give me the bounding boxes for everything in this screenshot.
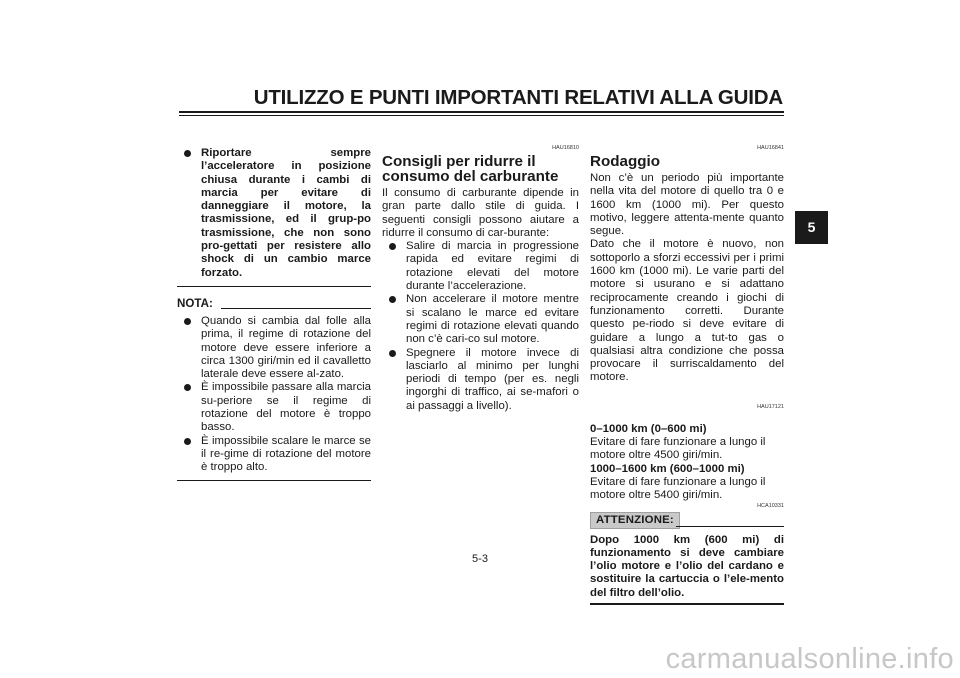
nota-list bbox=[177, 315, 371, 475]
paragraph: Dato che il motore è nuovo, non sottoporlo a sforzi eccessivi per i primi 1600 km (1000 mi). Le varie parti del motore si usurano e si adattano reciprocamente creando i giochi di funzionamento corretti. Durante questo pe-riodo si deve evitare di guidare a lungo a tut-to gas o qualsiasi altra condizione che possa provocare il surriscaldamento del motore. bbox=[590, 238, 784, 384]
bullet-icon bbox=[184, 384, 191, 391]
bullet-icon bbox=[389, 296, 396, 303]
bullet-icon bbox=[389, 243, 396, 250]
chapter-tab: 5 bbox=[795, 211, 828, 244]
column-1 bbox=[177, 147, 371, 481]
watermark: carmanualsonline.info bbox=[665, 643, 954, 675]
reference-code: HAU17121 bbox=[757, 403, 784, 410]
bullet-icon bbox=[184, 150, 191, 157]
header-rule bbox=[179, 111, 784, 113]
attention-header bbox=[590, 510, 784, 530]
paragraph: Non c’è un periodo più importante nella vita del motore di quello tra 0 e 1600 km (1000 mi). Per questo motivo, leggere attenta-mente quanto segue. bbox=[590, 172, 784, 238]
bullet-icon bbox=[184, 318, 191, 325]
reference-code: HCA10331 bbox=[757, 502, 784, 509]
column-3 bbox=[590, 145, 784, 605]
header-rule-thin bbox=[179, 115, 784, 116]
reference-code: HAU16810 bbox=[552, 145, 579, 151]
tip-item: Spegnere il motore invece di lasciarlo al minimo per lunghi periodi di tempo (per es. negli ingorghi di traffico, ai se-mafori o ai passaggi a livello). bbox=[382, 347, 579, 413]
section-heading: Rodaggio bbox=[590, 153, 661, 170]
section-heading: Consigli per ridurre il consumo del carburante bbox=[382, 153, 559, 185]
tip-item: Non accelerare il motore mentre si scalano le marce ed evitare regimi di rotazione elevati quando non c’è cari-co sul motore. bbox=[382, 293, 579, 346]
attention-underline bbox=[676, 526, 784, 527]
divider bbox=[590, 603, 784, 605]
tips-list bbox=[382, 240, 579, 413]
paragraph: Evitare di fare funzionare a lungo il motore oltre 5400 giri/min. bbox=[590, 475, 766, 502]
nota-header bbox=[177, 297, 371, 311]
attention-label: ATTENZIONE: bbox=[590, 512, 680, 529]
bullet-icon bbox=[184, 438, 191, 445]
nota-item: È impossibile scalare le marce se il re-gime di rotazione del motore è troppo alto. bbox=[177, 435, 371, 475]
tip-item: Salire di marcia in progressione rapida ed evitare regimi di rotazione elevati del motore durante l’accelerazione. bbox=[382, 240, 579, 293]
reference-code: HAU16841 bbox=[757, 145, 784, 151]
bullet-icon bbox=[389, 350, 396, 357]
warning-bullet: Riportare sempre l’acceleratore in posizione chiusa durante i cambi di marcia per evitare di danneggiare il motore, la trasmissione, ed il grup-po trasmissione, che non sono pro-gettati per resistere allo shock di un cambio marce forzato. bbox=[177, 147, 371, 280]
page-number: 5-3 bbox=[472, 553, 488, 565]
attention-text: Dopo 1000 km (600 mi) di funzionamento si deve cambiare l’olio motore e l’olio del cardano e sostituire la cartuccia o l’ele-mento del filtro dell’olio. bbox=[590, 533, 784, 599]
page-header-title: UTILIZZO E PUNTI IMPORTANTI RELATIVI ALLA GUIDA bbox=[253, 86, 783, 109]
intro-paragraph: Il consumo di carburante dipende in gran parte dallo stile di guida. I seguenti consigli possono aiutare a ridurre il consumo di car-burante: bbox=[382, 187, 579, 239]
column-2 bbox=[382, 145, 579, 413]
subheading: 1000–1600 km (600–1000 mi) bbox=[590, 462, 745, 475]
paragraph: Evitare di fare funzionare a lungo il motore oltre 4500 giri/min. bbox=[590, 436, 766, 462]
divider bbox=[177, 480, 371, 481]
nota-label: NOTA: bbox=[177, 296, 213, 310]
nota-underline bbox=[221, 308, 371, 309]
subheading: 0–1000 km (0–600 mi) bbox=[590, 422, 707, 435]
nota-item: Quando si cambia dal folle alla prima, il regime di rotazione del motore deve essere inferiore a circa 1300 giri/min ed il cavalletto laterale deve essere al-zato. bbox=[177, 315, 371, 381]
nota-item: È impossibile passare alla marcia su-periore se il regime di rotazione del motore è troppo basso. bbox=[177, 381, 371, 434]
divider bbox=[177, 286, 371, 287]
